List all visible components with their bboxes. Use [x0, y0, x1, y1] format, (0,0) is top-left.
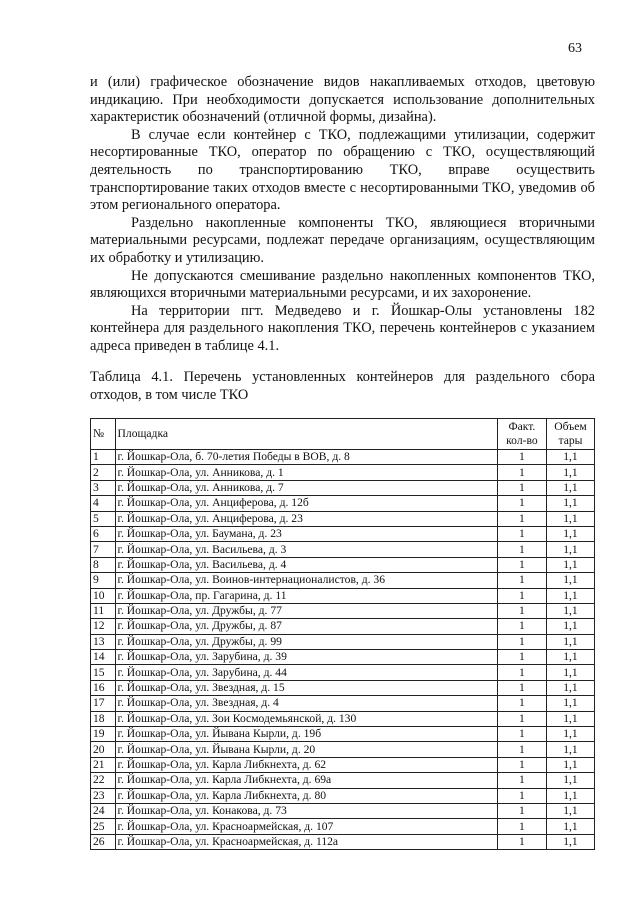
row-site: г. Йошкар-Ола, ул. Йывана Кырли, д. 20	[115, 742, 497, 757]
table-row	[91, 634, 595, 649]
row-volume: 1,1	[546, 727, 594, 742]
row-volume: 1,1	[546, 803, 594, 818]
body-text	[90, 74, 595, 356]
row-fact-count: 1	[497, 465, 546, 480]
row-site: г. Йошкар-Ола, ул. Дружбы, д. 77	[115, 603, 497, 618]
row-number: 19	[91, 727, 116, 742]
table-row	[91, 573, 595, 588]
row-number: 3	[91, 480, 116, 495]
table-row	[91, 480, 595, 495]
row-site: г. Йошкар-Ола, ул. Анникова, д. 7	[115, 480, 497, 495]
table-row	[91, 588, 595, 603]
table-row	[91, 819, 595, 834]
table-row	[91, 727, 595, 742]
row-volume: 1,1	[546, 711, 594, 726]
row-fact-count: 1	[497, 573, 546, 588]
row-fact-count: 1	[497, 819, 546, 834]
row-volume: 1,1	[546, 465, 594, 480]
row-fact-count: 1	[497, 834, 546, 849]
row-fact-count: 1	[497, 526, 546, 541]
row-volume: 1,1	[546, 450, 594, 465]
row-fact-count: 1	[497, 480, 546, 495]
row-site: г. Йошкар-Ола, ул. Баумана, д. 23	[115, 526, 497, 541]
row-site: г. Йошкар-Ола, б. 70-летия Победы в ВОВ, д. 8	[115, 450, 497, 465]
row-fact-count: 1	[497, 757, 546, 772]
table-caption: Таблица 4.1. Перечень установленных контейнеров для раздельного сбора отходов, в том числе ТКО	[90, 369, 595, 403]
table-row	[91, 450, 595, 465]
header-volume-line1: Объем	[554, 420, 587, 433]
header-number: №	[91, 419, 116, 450]
row-site: г. Йошкар-Ола, ул. Анциферова, д. 12б	[115, 496, 497, 511]
row-fact-count: 1	[497, 542, 546, 557]
row-site: г. Йошкар-Ола, ул. Звездная, д. 15	[115, 680, 497, 695]
row-volume: 1,1	[546, 603, 594, 618]
row-volume: 1,1	[546, 788, 594, 803]
row-fact-count: 1	[497, 773, 546, 788]
row-fact-count: 1	[497, 727, 546, 742]
header-fact-count-line1: Факт.	[508, 420, 536, 433]
row-volume: 1,1	[546, 634, 594, 649]
row-volume: 1,1	[546, 665, 594, 680]
row-volume: 1,1	[546, 619, 594, 634]
table-row	[91, 542, 595, 557]
header-site: Площадка	[115, 419, 497, 450]
row-number: 4	[91, 496, 116, 511]
header-fact-count	[497, 419, 546, 450]
row-number: 18	[91, 711, 116, 726]
table-row	[91, 834, 595, 849]
row-volume: 1,1	[546, 650, 594, 665]
table-row	[91, 619, 595, 634]
row-site: г. Йошкар-Ола, ул. Анникова, д. 1	[115, 465, 497, 480]
row-site: г. Йошкар-Ола, ул. Зарубина, д. 44	[115, 665, 497, 680]
table-row	[91, 757, 595, 772]
row-number: 8	[91, 557, 116, 572]
row-number: 1	[91, 450, 116, 465]
row-number: 5	[91, 511, 116, 526]
row-fact-count: 1	[497, 696, 546, 711]
row-number: 14	[91, 650, 116, 665]
row-number: 26	[91, 834, 116, 849]
row-site: г. Йошкар-Ола, ул. Карла Либкнехта, д. 62	[115, 757, 497, 772]
row-fact-count: 1	[497, 588, 546, 603]
table-row	[91, 465, 595, 480]
row-fact-count: 1	[497, 511, 546, 526]
row-fact-count: 1	[497, 650, 546, 665]
table-row	[91, 526, 595, 541]
row-fact-count: 1	[497, 603, 546, 618]
table-row	[91, 650, 595, 665]
table-row	[91, 496, 595, 511]
row-number: 7	[91, 542, 116, 557]
row-number: 22	[91, 773, 116, 788]
page-number: 63	[568, 41, 582, 56]
row-number: 9	[91, 573, 116, 588]
row-site: г. Йошкар-Ола, ул. Дружбы, д. 99	[115, 634, 497, 649]
row-site: г. Йошкар-Ола, ул. Йывана Кырли, д. 19б	[115, 727, 497, 742]
row-fact-count: 1	[497, 711, 546, 726]
table-row	[91, 742, 595, 757]
table-body	[91, 450, 595, 850]
row-fact-count: 1	[497, 680, 546, 695]
row-fact-count: 1	[497, 788, 546, 803]
row-number: 2	[91, 465, 116, 480]
row-volume: 1,1	[546, 834, 594, 849]
table-row	[91, 773, 595, 788]
row-number: 6	[91, 526, 116, 541]
row-site: г. Йошкар-Ола, ул. Васильева, д. 3	[115, 542, 497, 557]
row-site: г. Йошкар-Ола, ул. Анциферова, д. 23	[115, 511, 497, 526]
row-volume: 1,1	[546, 696, 594, 711]
row-site: г. Йошкар-Ола, ул. Карла Либкнехта, д. 80	[115, 788, 497, 803]
row-volume: 1,1	[546, 757, 594, 772]
row-volume: 1,1	[546, 557, 594, 572]
row-fact-count: 1	[497, 803, 546, 818]
table-row	[91, 603, 595, 618]
row-fact-count: 1	[497, 450, 546, 465]
table-row	[91, 788, 595, 803]
row-site: г. Йошкар-Ола, ул. Дружбы, д. 87	[115, 619, 497, 634]
table-row	[91, 711, 595, 726]
row-volume: 1,1	[546, 773, 594, 788]
row-site: г. Йошкар-Ола, ул. Конакова, д. 73	[115, 803, 497, 818]
row-volume: 1,1	[546, 573, 594, 588]
row-fact-count: 1	[497, 557, 546, 572]
header-fact-count-line2: кол-во	[506, 434, 538, 447]
paragraph-mixing-prohibited: Не допускаются смешивание раздельно накопленных компонентов ТКО, являющихся вторичными материальными ресурсами, и их захоронение.	[90, 267, 595, 302]
row-volume: 1,1	[546, 588, 594, 603]
row-number: 15	[91, 665, 116, 680]
row-number: 25	[91, 819, 116, 834]
row-number: 11	[91, 603, 116, 618]
row-number: 24	[91, 803, 116, 818]
header-volume-line2: тары	[558, 434, 583, 447]
row-number: 13	[91, 634, 116, 649]
row-site: г. Йошкар-Ола, пр. Гагарина, д. 11	[115, 588, 497, 603]
row-number: 23	[91, 788, 116, 803]
row-number: 17	[91, 696, 116, 711]
table-row	[91, 696, 595, 711]
row-volume: 1,1	[546, 819, 594, 834]
paragraph-unsorted-containers: В случае если контейнер с ТКО, подлежащими утилизации, содержит несортированные ТКО, оператор по обращению с ТКО, осуществляющий деятельность по транспортированию ТКО, вправе осуществить транспортирование таких отходов вместе с несортированными ТКО, уведомив об этом регионального оператора.	[90, 126, 595, 214]
row-site: г. Йошкар-Ола, ул. Карла Либкнехта, д. 69а	[115, 773, 497, 788]
row-volume: 1,1	[546, 742, 594, 757]
paragraph-continuation: и (или) графическое обозначение видов накапливаемых отходов, цветовую индикацию. При необходимости допускается использование дополнительных характеристик обозначений (отличной формы, дизайна).	[90, 74, 595, 126]
row-site: г. Йошкар-Ола, ул. Красноармейская, д. 112а	[115, 834, 497, 849]
header-volume	[546, 419, 594, 450]
row-site: г. Йошкар-Ола, ул. Воинов-интернационалистов, д. 36	[115, 573, 497, 588]
row-number: 12	[91, 619, 116, 634]
row-fact-count: 1	[497, 634, 546, 649]
row-fact-count: 1	[497, 742, 546, 757]
row-volume: 1,1	[546, 680, 594, 695]
row-site: г. Йошкар-Ола, ул. Зарубина, д. 39	[115, 650, 497, 665]
row-number: 10	[91, 588, 116, 603]
row-number: 21	[91, 757, 116, 772]
table-header-row	[91, 419, 595, 450]
containers-table	[90, 418, 595, 850]
row-volume: 1,1	[546, 542, 594, 557]
table-row	[91, 665, 595, 680]
row-volume: 1,1	[546, 511, 594, 526]
table-row	[91, 803, 595, 818]
row-fact-count: 1	[497, 619, 546, 634]
row-number: 20	[91, 742, 116, 757]
row-fact-count: 1	[497, 665, 546, 680]
row-volume: 1,1	[546, 526, 594, 541]
row-site: г. Йошкар-Ола, ул. Звездная, д. 4	[115, 696, 497, 711]
row-fact-count: 1	[497, 496, 546, 511]
row-volume: 1,1	[546, 496, 594, 511]
row-site: г. Йошкар-Ола, ул. Красноармейская, д. 107	[115, 819, 497, 834]
paragraph-secondary-resources: Раздельно накопленные компоненты ТКО, являющиеся вторичными материальными ресурсами, подлежат передаче организациям, осуществляющим их обработку и утилизацию.	[90, 214, 595, 266]
row-site: г. Йошкар-Ола, ул. Зои Космодемьянской, д. 130	[115, 711, 497, 726]
row-volume: 1,1	[546, 480, 594, 495]
table-row	[91, 680, 595, 695]
paragraph-container-count: На территории пгт. Медведево и г. Йошкар-Олы установлены 182 контейнера для раздельного накопления ТКО, перечень контейнеров с указанием адреса приведен в таблице 4.1.	[90, 302, 595, 354]
row-number: 16	[91, 680, 116, 695]
table-row	[91, 511, 595, 526]
row-site: г. Йошкар-Ола, ул. Васильева, д. 4	[115, 557, 497, 572]
table-row	[91, 557, 595, 572]
